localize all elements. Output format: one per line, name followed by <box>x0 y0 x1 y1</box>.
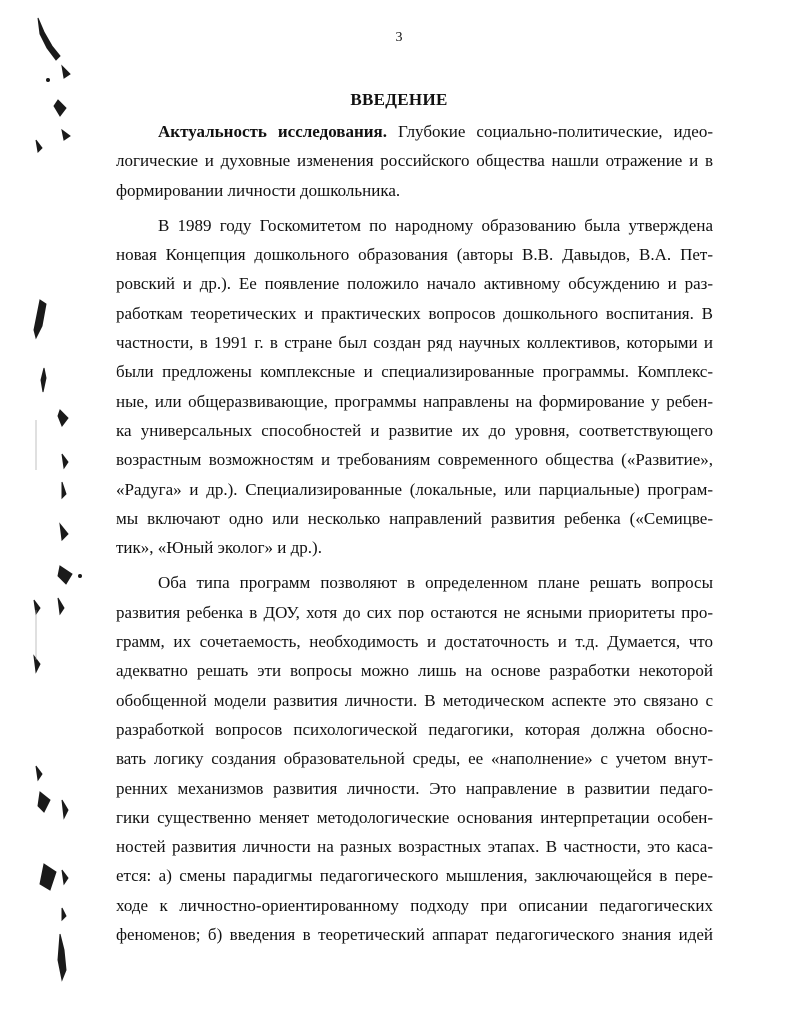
text-line: феноменов; б) введения в теоретический аппарат педагогического знания идей <box>116 925 713 945</box>
text-line: были предложены комплексные и специализированные программы. Комплекс- <box>116 362 713 382</box>
text-line: логические и духовные изменения российского общества нашли отражение и в <box>116 151 713 171</box>
text-line: адекватно решать эти вопросы можно лишь на основе разработки некоторой <box>116 661 713 681</box>
paragraph-lead: Актуальность исследования. <box>158 122 387 141</box>
text-line: мы включают одно или несколько направлений развития ребенка («Семицве- <box>116 508 713 528</box>
text-line: гики существенно меняет методологические основания интерпретации особен- <box>116 807 713 827</box>
paragraph-concept-1989 <box>116 211 713 563</box>
text-line: Оба типа программ позволяют в определенном плане решать вопросы <box>158 573 713 593</box>
text-line: ровский и др.). Ее появление положило начало активному обсуждению и раз- <box>116 274 713 294</box>
text-line: вать логику создания образовательной среды, ее «наполнение» с учетом внут- <box>116 749 713 769</box>
text-line: В 1989 году Госкомитетом по народному образованию была утверждена <box>158 215 713 235</box>
paragraph-relevance <box>116 117 713 205</box>
text-line: ренних механизмов развития личности. Это направление в развитии педаго- <box>116 778 713 798</box>
text-line: ностей развития личности на разных возрастных этапах. В частности, это каса- <box>116 837 713 857</box>
section-heading: ВВЕДЕНИЕ <box>350 90 448 109</box>
text-line: новая Концепция дошкольного образования (авторы В.В. Давыдов, В.А. Пет- <box>116 245 713 265</box>
text-line: ка универсальных способностей и развитие их до уровня, соответствующего <box>116 420 713 440</box>
text-line: Актуальность исследования. Глубокие социально-политические, идео- <box>158 122 713 141</box>
page-number: 3 <box>395 30 403 45</box>
text-line: возрастным возможностям и требованиям современного общества («Развитие», <box>116 450 713 470</box>
scan-artifacts <box>0 0 100 1028</box>
text-line: разработкой вопросов психологической педагогики, которая должна обосно- <box>116 719 713 739</box>
text-line: «Радуга» и др.). Специализированные (локальные, или парциальные) програм- <box>116 479 713 499</box>
text-line: работкам теоретических и практических вопросов дошкольного воспитания. В <box>116 303 713 323</box>
text-line: формировании личности дошкольника. <box>116 180 401 200</box>
text-line: тик», «Юный эколог» и др.). <box>116 538 322 558</box>
text-line: ется: а) смены парадигмы педагогического мышления, заключающейся в пере- <box>116 866 713 886</box>
text-line: ные, или общеразвивающие, программы направлены на формирование у ребен- <box>116 391 713 411</box>
text-line: обобщенной модели развития личности. В методическом аспекте это связано с <box>116 690 713 710</box>
paragraph-program-types <box>116 568 713 949</box>
text-line: ходе к личностно-ориентированному подходу при описании педагогических <box>116 895 713 915</box>
text-line: грамм, их сочетаемость, необходимость и достаточность и т.д. Думается, что <box>116 632 713 652</box>
body-text <box>116 117 713 949</box>
text-line: частности, в 1991 г. в стране был создан ряд научных коллективов, которыми и <box>116 333 713 353</box>
text-line: развития ребенка в ДОУ, хотя до сих пор остаются не ясными приоритеты про- <box>116 602 713 622</box>
